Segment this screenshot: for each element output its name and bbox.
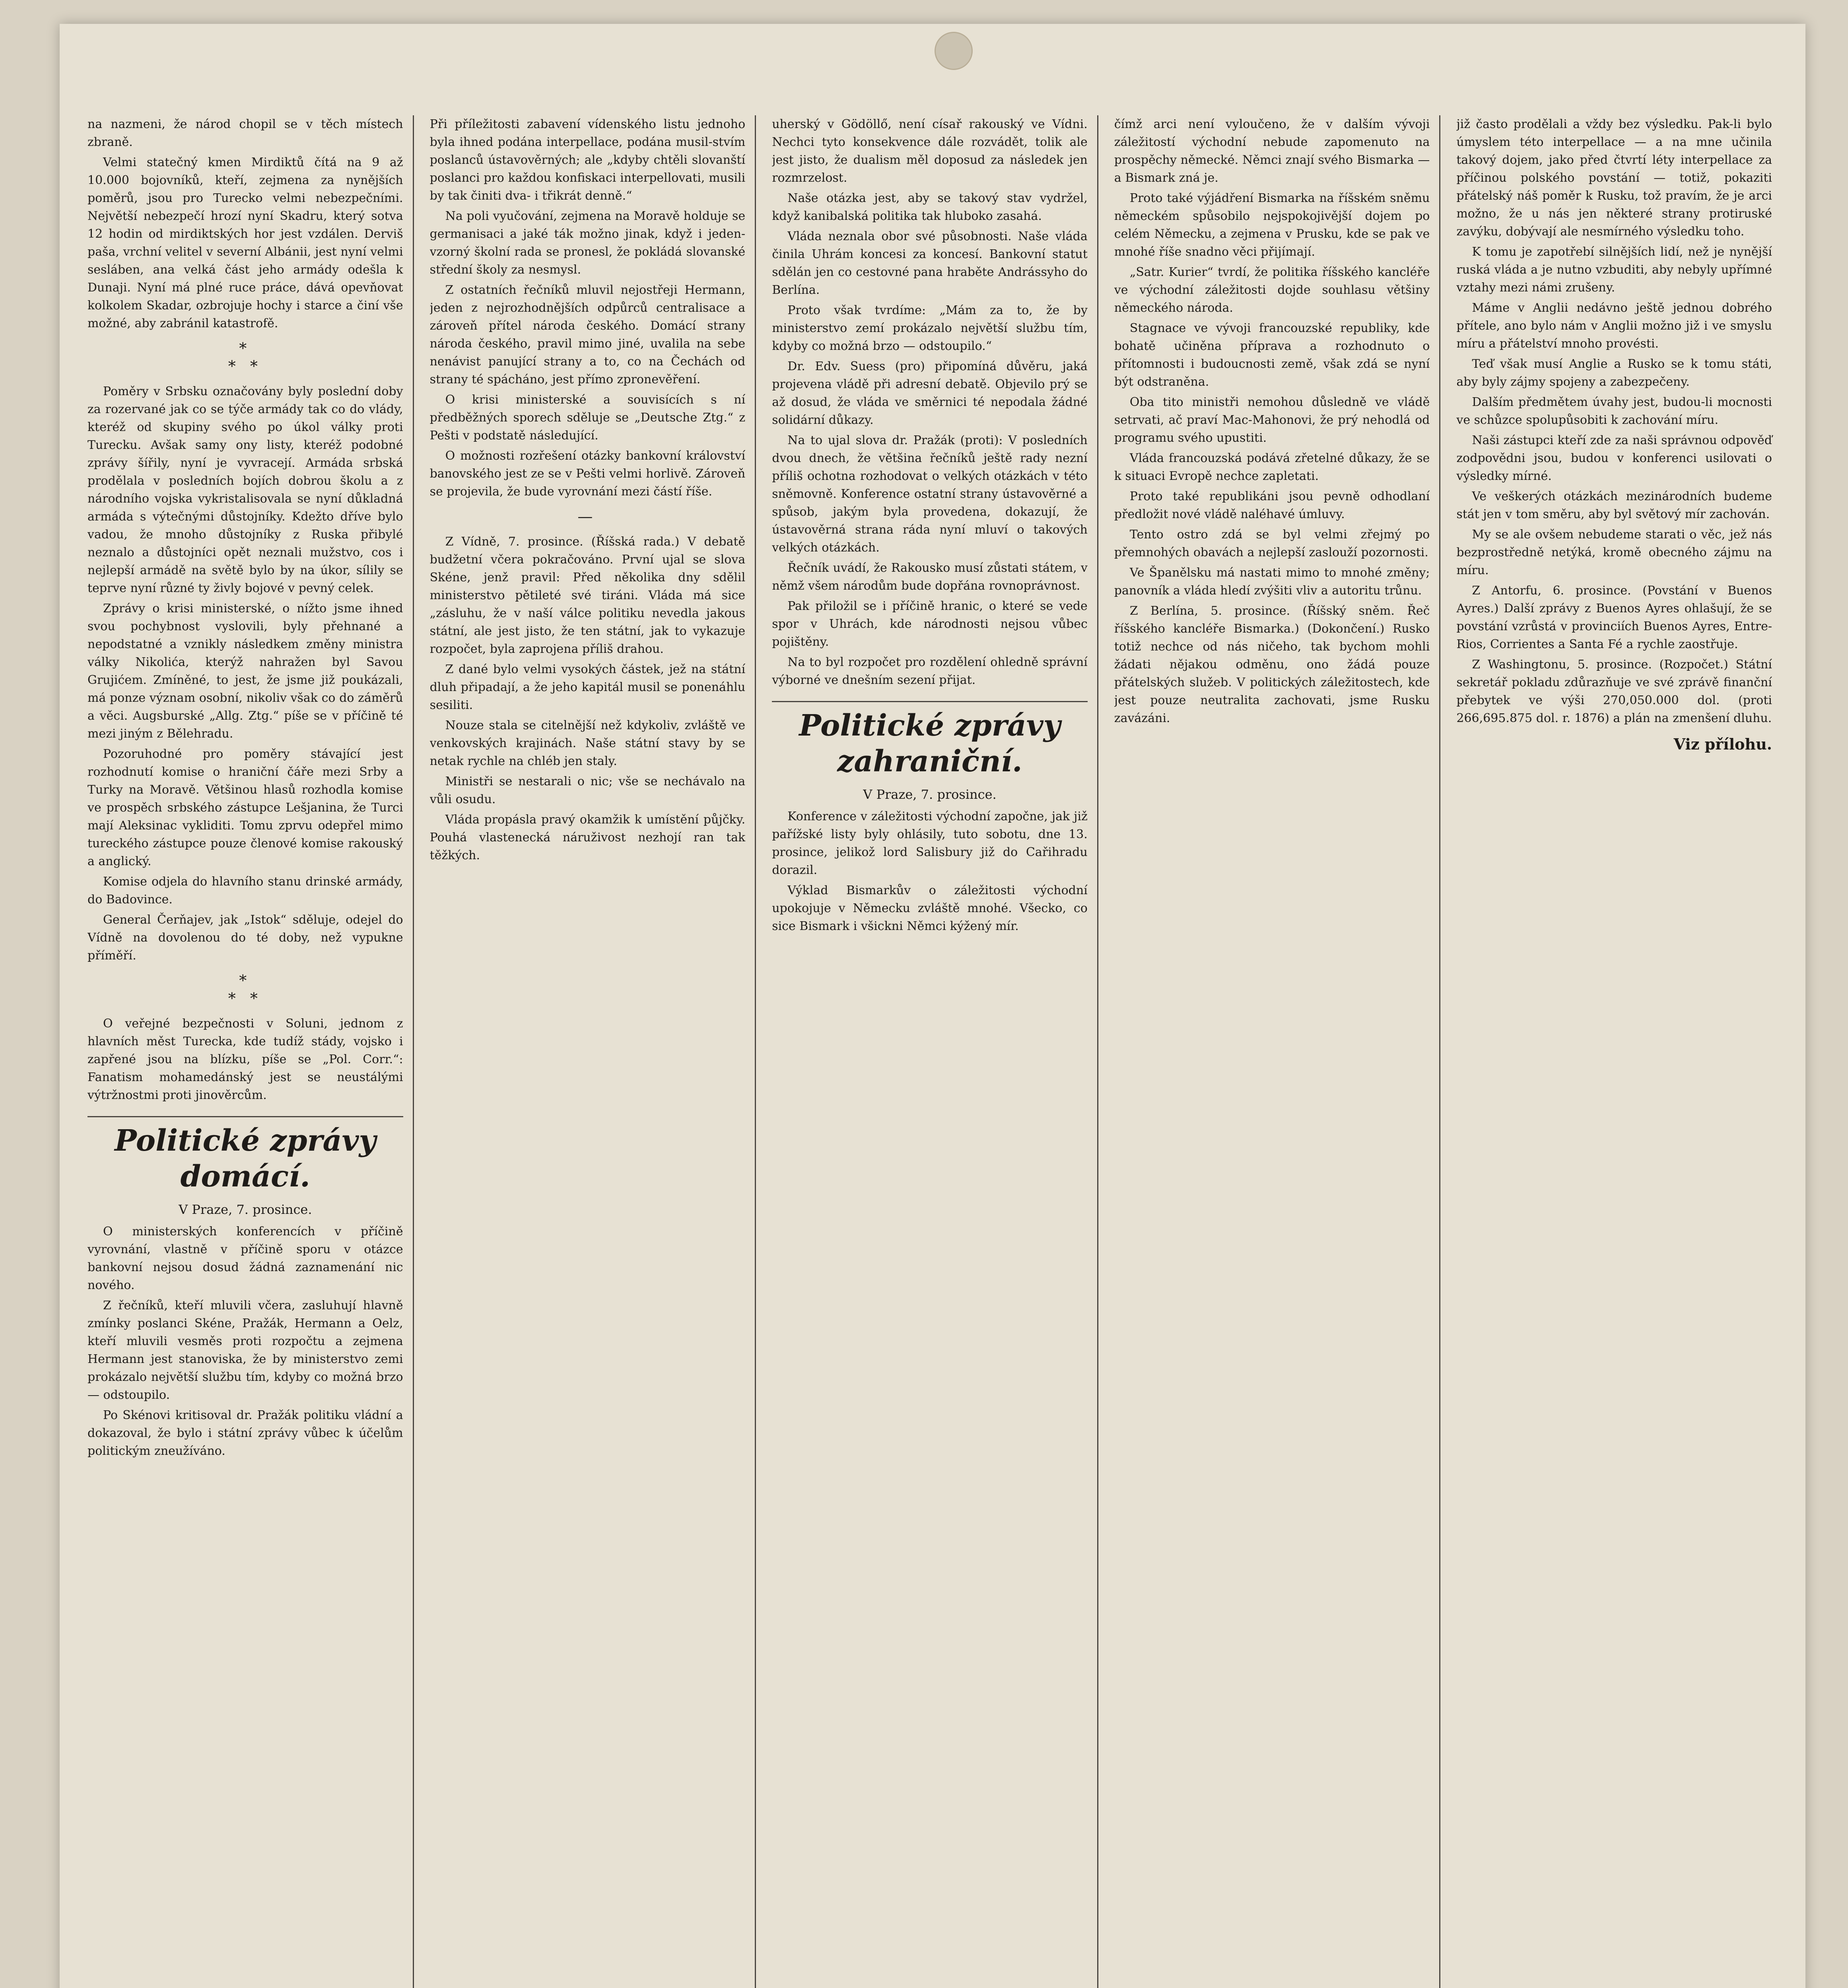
paragraph: Při příležitosti zabavení vídenského listu jednoho byla ihned podána interpellace, podána musil-stvím poslanců ústavověrných; ale „kdyby chtěli slovanští poslanci pro každou konfiskaci interpellovati, musili by tak činiti dva- i třikrát denně.“ bbox=[429, 117, 746, 203]
paragraph: Výklad Bismarkův o záležitosti východní upokojuje v Německu zvláště mnohé. Všecko, co sice Bismark i všickni Němci kýžený mír. bbox=[772, 883, 1088, 933]
paragraph: Proto také výjádření Bismarka na říšském sněmu německém spůsobilo nejspokojivější dojem po celém Německu, a zejmena v Prusku, kde se pak ve mnohé říše snadno věci přijímají. bbox=[1114, 191, 1430, 259]
paragraph: Tento ostro zdá se byl velmi zřejmý po přemnohých obavách a nejlepší zaslouží pozornosti. bbox=[1114, 528, 1430, 559]
paragraph: Na to byl rozpočet pro rozdělení ohledně správní výborné ve dnešním sezení přijat. bbox=[772, 655, 1088, 687]
paragraph: My se ale ovšem nebudeme starati o věc, jež nás bezprostředně netýká, kromě obecného zájmu na míru. bbox=[1456, 528, 1772, 577]
paragraph: Vláda propásla pravý okamžik k umístění půjčky. Pouhá vlastenecká náruživost nezhojí ran tak těžkých. bbox=[429, 813, 746, 862]
paragraph: Z Antorfu, 6. prosince. (Povstání v Buenos Ayres.) Další zprávy z Buenos Ayres ohlašují, že se povstání vzrůstá v provinciích Buenos Ayres, Entre-Rios, Corrientes a Santa Fé a rychle zaostřuje. bbox=[1456, 584, 1772, 651]
paragraph: Z Vídně, 7. prosince. (Říšská rada.) V debatě budžetní včera pokračováno. První ujal se slova Skéne, jenž pravil: Před několika dny sdělil ministerstvo pětileté své tiráni. Vláda má sice „zásluhu, že v naší válce politiku nevedla jakous státní, ale jest jisto, že ten státní, jak to vykazuje rozpočet, byla zaprojena příliš drahou. bbox=[429, 535, 746, 656]
paragraph: Proto také republikáni jsou pevně odhodlaní předložit nové vládě naléhavé úmluvy. bbox=[1114, 489, 1430, 521]
separator-rule: — bbox=[577, 508, 598, 525]
paragraph: Po Skénovi kritisoval dr. Pražák politiku vládní a dokazoval, že bylo i státní zprávy vůbec k účelům politickým zneužíváno. bbox=[87, 1408, 403, 1458]
column-3 bbox=[772, 115, 1098, 1988]
paragraph: Velmi statečný kmen Mirdiktů čítá na 9 až 10.000 bojovníků, kteří, zejmena za nynějších poměrů, jsou pro Turecko velmi nebezpečními. Největší nebezpečí hrozí nyní Skadru, který sotva 12 hodin od mirdiktských hor jest vzdálen. Derviš paša, vrchní velitel v severní Albánii, jest nyní velmi sesláben, ana velká část jeho armády odešla k Dunaji. Nyní má plné ruce práce, dává opevňovat kolkolem Skadar, ozbrojuje hochy i starce a činí vše možné, aby zabránil katastrofě. bbox=[87, 155, 403, 330]
paragraph: Pozoruhodné pro poměry stávající jest rozhodnutí komise o hraniční čáře mezi Srby a Turky na Moravě. Většinou hlasů rozhodla komise ve prospěch srbského zástupce Lešjanina, že Turci mají Aleksinac vykliditi. Tomu zprvu odepřel mimo tureckého zástupce pouze členové komise rakouský a anglický. bbox=[87, 747, 403, 868]
paragraph: na nazmeni, že národ chopil se v těch místech zbraně. bbox=[87, 117, 403, 149]
paragraph: O ministerských konferencích v příčině vyrovnání, vlastně v příčině sporu v otázce bankovní nejsou dosud žádná zaznamenání nic nového. bbox=[87, 1225, 403, 1292]
section-heading-foreign: Politické zprávy zahraniční. bbox=[772, 701, 1088, 779]
paragraph: Naši zástupci kteří zde za naši správnou odpověď zodpovědni jsou, budou v konferenci usilovati o výsledky mírné. bbox=[1456, 433, 1772, 483]
paragraph: Nouze stala se citelnější než kdykoliv, zvláště ve venkovských krajinách. Naše státní stavy by se netak rychle na chléb jen staly. bbox=[429, 718, 746, 768]
newspaper-page bbox=[60, 24, 1805, 1988]
paragraph: čímž arci není vyloučeno, že v dalším vývoji záležitostí východní nebude zapomenuto na prospěchy německé. Němci znají svého Bismarka — a Bismark zná je. bbox=[1114, 117, 1430, 185]
section-heading-domestic: Politické zprávy domácí. bbox=[87, 1116, 403, 1194]
paragraph: Zprávy o krisi ministerské, o nížto jsme ihned svou pochybnost vyslovili, byly přehnané a nepodstatné a vznikly následkem změny ministra války Nikolića, kterýž nahražen byl Savou Grujićem. Zmíněné, to jest, že jsme již poukázali, má ponze význam osobní, nikoliv však co do záměrů a věci. Augsburské „Allg. Ztg.“ píše se v příčině té mezi jiným z Bělehradu. bbox=[87, 602, 403, 741]
dateline: V Praze, 7. prosince. bbox=[863, 787, 997, 802]
dateline: V Praze, 7. prosince. bbox=[179, 1202, 312, 1217]
paragraph: Naše otázka jest, aby se takový stav vydržel, když kanibalská politika tak hluboko zasahá. bbox=[772, 191, 1088, 223]
paragraph: Z dané bylo velmi vysokých částek, jež na státní dluh připadají, a že jeho kapitál musil se ponenáhlu sesiliti. bbox=[429, 662, 746, 712]
paragraph: již často prodělali a vždy bez výsledku. Pak-li bylo úmyslem této interpellace — a na mne učinila takový dojem, jako před čtvrtí léty interpellace za příčinou polského povstání — totiž, pokaziti přátelský náš poměr k Rusku, tož pravím, že je arci možno, že u nás jen některé strany protiruské zavýku, dobývají ale nesmírného výsledku toho. bbox=[1456, 117, 1772, 239]
paragraph: Komise odjela do hlavního stanu drinské armády, do Badovince. bbox=[87, 875, 403, 907]
paragraph: Poměry v Srbsku označovány byly poslední doby za rozervané jak co se týče armády tak co do vlády, kteréž od skupiny svého po úkol války proti Turecku. Avšak samy ony listy, kteréž podobné zprávy šířily, nyní je vyvracejí. Armáda srbská prodělala v posledních bojích dobrou školu a z národního vojska vykristalisovala se nyní důkladná armáda s výtečnými důstojníky. Kdežto dříve bylo vadou, že mnoho důstojníky z Ruska přibylé neznalo a důstojníci opět neznali mužstvo, cos i nejlepší armádě na světě bylo by na úkor, sílily se teprve nyní různé ty živly bojové v pevný celek. bbox=[87, 384, 403, 595]
column-2 bbox=[430, 115, 756, 1988]
paragraph: Ve veškerých otázkách mezinárodních budeme stát jen v tom směru, aby byl světový mír zachován. bbox=[1456, 489, 1772, 521]
paragraph: Proto však tvrdíme: „Mám za to, že by ministerstvo zemí prokázalo největší službu tím, kdyby co možná brzo — odstoupilo.“ bbox=[772, 303, 1088, 353]
paragraph: Konference v záležitosti východní započne, jak již pařížské listy byly ohlásily, tuto sobotu, dne 13. prosince, jelikož lord Salisbury již do Cařihradu dorazil. bbox=[772, 810, 1088, 877]
paragraph: Ministři se nestarali o nic; vše se nechávalo na vůli osudu. bbox=[429, 775, 746, 806]
paragraph: Vláda francouzská podává zřetelné důkazy, že se k situaci Evropě nechce zapletati. bbox=[1114, 451, 1430, 483]
paragraph: „Satr. Kurier“ tvrdí, že politika říšského kancléře ve východní záležitosti dojde souhlasu většiny německého národa. bbox=[1114, 265, 1430, 315]
separator-stars: * * * bbox=[228, 972, 262, 1007]
paragraph: Vláda neznala obor své působnosti. Naše vláda činila Uhrám koncesi za koncesí. Bankovní statut sdělán jen co cestovné pana hraběte Andrássyho do Berlína. bbox=[772, 229, 1088, 297]
text-columns bbox=[87, 115, 1782, 1988]
continued-note: Viz přílohu. bbox=[1673, 735, 1772, 753]
paragraph: Z ostatních řečníků mluvil nejostřeji Hermann, jeden z nejrozhodnějších odpůrců centralisace a zároveň přítel národa českého. Domácí strany národa českého, pravil mimo jiné, uvalila na sebe nenávist panující strany a to, co na Čechách od strany té spácháno, jest přímo zpronevěření. bbox=[429, 283, 746, 386]
paragraph: Z řečníků, kteří mluvili včera, zasluhují hlavně zmínky poslanci Skéne, Pražák, Hermann a Oelz, kteří mluvili vesměs proti rozpočtu a zejmena Hermann jest stanoviska, že by ministerstvo zemi prokázalo největší službu tím, kdyby co možná brzo — odstoupilo. bbox=[87, 1299, 403, 1402]
paragraph: Řečník uvádí, že Rakousko musí zůstati státem, v němž všem národům bude dopřána rovnoprávnost. bbox=[772, 561, 1088, 593]
paragraph: Z Berlína, 5. prosince. (Říšský sněm. Řeč říšského kancléře Bismarka.) (Dokončení.) Rusko totiž nechce od nás ničeho, tak bychom mohli žádati nějakou odměnu, ono žádá pouze přátelských služeb. V politických záležitostech, kde jest pouze neutralita zachovati, jsme Rusku zavázáni. bbox=[1114, 604, 1430, 725]
paragraph: Teď však musí Anglie a Rusko se k tomu státi, aby byly zájmy spojeny a zabezpečeny. bbox=[1456, 357, 1772, 389]
paragraph: O krisi ministerské a souvisících s ní předběžných sporech sděluje se „Deutsche Ztg.“ z Pešti v podstatě následující. bbox=[429, 393, 746, 443]
separator-stars: * * * bbox=[228, 340, 262, 375]
paragraph: Pak přiložil se i příčině hranic, o které se vede spor v Uhrách, kde národnosti nejsou vůbec pojištěny. bbox=[772, 599, 1088, 649]
paragraph: Na poli vyučování, zejmena na Moravě holduje se germanisaci a jaké ták možno jinak, když i jeden-vzorný školní rada se pronesl, že pokládá slovanské střední školy za nesmysl. bbox=[429, 209, 746, 277]
column-5 bbox=[1456, 115, 1782, 1988]
paragraph: K tomu je zapotřebí silnějších lidí, než je nynější ruská vláda a je nutno vzbuditi, aby nebyly upřímné vztahy mezi námi zrušeny. bbox=[1456, 245, 1772, 295]
binding-hole bbox=[935, 32, 973, 70]
paragraph: Dr. Edv. Suess (pro) připomíná důvěru, jaká projevena vládě při adresní debatě. Objevilo prý se až dosud, že vláda ve směrnici té nepodala žádné solidární důkazy. bbox=[772, 359, 1088, 427]
column-1 bbox=[87, 115, 414, 1988]
paragraph: uherský v Gödöllő, není císař rakouský ve Vídni. Nechci tyto konsekvence dále rozvádět, tolik ale jest jisto, že dualism měl doposud za následek jen rozmrzelost. bbox=[772, 117, 1088, 185]
paragraph: Máme v Anglii nedávno ještě jednou dobrého přítele, ano bylo nám v Anglii možno již i ve smyslu míru a přátelství mnoho provésti. bbox=[1456, 301, 1772, 351]
paragraph: Dalším předmětem úvahy jest, budou-li mocnosti ve schůzce spolupůsobiti k zachování míru. bbox=[1456, 395, 1772, 427]
paragraph: General Čerňajev, jak „Istok“ sděluje, odejel do Vídně na dovolenou do té doby, než vypukne příměří. bbox=[87, 913, 403, 963]
paragraph: Na to ujal slova dr. Pražák (proti): V posledních dvou dnech, že většina řečníků ještě rady nezní příliš ochotna rozhodovat o velkých otázkách v této sněmovně. Konference ostatní strany ústavověrné a spůsob, jakým byla provedena, dokazují, že ústavověrná strana ráda nyní mluví o takových velkých otázkách. bbox=[772, 433, 1088, 555]
paragraph: Stagnace ve vývoji francouzské republiky, kde bohatě učiněna příprava a rozhodnuto o přítomnosti i budoucnosti země, však zdá se nyní být odstraněna. bbox=[1114, 321, 1430, 389]
paragraph: Oba tito ministři nemohou důsledně ve vládě setrvati, ač praví Mac-Mahonovi, že prý nehodlá od programu svého upustiti. bbox=[1114, 395, 1430, 445]
paragraph: O možnosti rozřešení otázky bankovní království banovského jest ze se v Pešti velmi horlivě. Zároveň se projevila, že bude vyrovnání mezi částí říše. bbox=[429, 449, 746, 499]
paragraph: O veřejné bezpečnosti v Soluni, jednom z hlavních měst Turecka, kde tudíž stády, vojsko i zapřené jsou na blízku, píše se „Pol. Corr.“: Fanatism mohamedánský jest se neustálými výtržnostmi proti jinověrcům. bbox=[87, 1017, 403, 1102]
column-4 bbox=[1114, 115, 1441, 1988]
paragraph: Ve Španělsku má nastati mimo to mnohé změny; panovník a vláda hledí zvýšiti vliv a autoritu trůnu. bbox=[1114, 566, 1430, 598]
paragraph: Z Washingtonu, 5. prosince. (Rozpočet.) Státní sekretář pokladu zdůrazňuje ve své zprávě finanční přebytek ve výši 270,050.000 dol. (proti 266,695.875 dol. r. 1876) a plán na zmenšení dluhu. bbox=[1456, 658, 1772, 725]
